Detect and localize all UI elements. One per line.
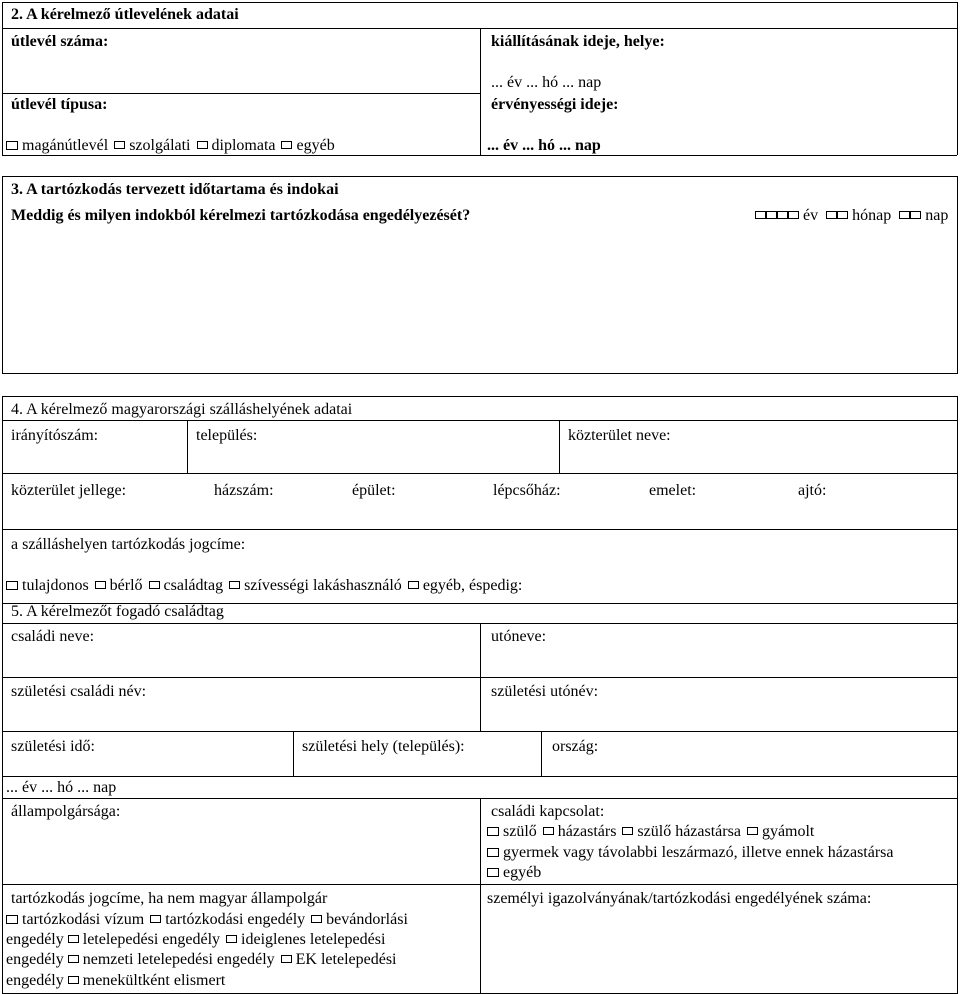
duration-fields [755, 207, 948, 225]
validity-date-placeholder: ... év ... hó ... nap [487, 137, 601, 154]
checkbox[interactable] [543, 827, 554, 835]
residence-options-line2 [6, 931, 385, 949]
rule [2, 93, 480, 94]
checkbox[interactable] [747, 827, 758, 835]
option-label: házastárs [557, 823, 617, 840]
option-label: gyermek vagy távolabbi leszármazó, illetve ennek házastársa [503, 844, 894, 861]
checkbox[interactable] [68, 976, 79, 984]
checkbox[interactable] [68, 955, 79, 963]
rule [2, 529, 957, 530]
rule [2, 176, 3, 374]
option-label: tulajdonos [22, 577, 89, 594]
option-label: tartózkodási engedély [165, 911, 306, 928]
checkbox[interactable] [226, 935, 237, 943]
option-label-continued: engedély [6, 951, 68, 968]
rule [957, 396, 958, 603]
digit-box[interactable] [766, 211, 777, 219]
residence-options-line4 [6, 972, 225, 990]
birth-date-label: születési idő: [11, 738, 95, 755]
option-label-continued: engedély [6, 931, 68, 948]
checkbox[interactable] [487, 868, 499, 877]
rule [480, 798, 481, 994]
rule [2, 677, 957, 678]
option-label: egyéb [296, 137, 335, 154]
door-label: ajtó: [798, 482, 827, 499]
id-number-label: személyi igazolványának/tartózkodási engedélyének száma: [487, 890, 872, 907]
section-4-title: 4. A kérelmező magyarországi szálláshelyének adatai [11, 401, 353, 418]
building-label: épület: [352, 482, 396, 499]
rule [2, 396, 957, 397]
validity-label: érvényességi ideje: [491, 96, 619, 113]
rule [2, 473, 957, 474]
house-number-label: házszám: [214, 482, 274, 499]
residence-title-label: tartózkodás jogcíme, ha nem magyar állampolgár [11, 890, 328, 907]
accommodation-title-options [6, 577, 522, 595]
checkbox[interactable] [6, 581, 18, 590]
zip-label: irányítószám: [11, 427, 99, 444]
digit-box[interactable] [777, 211, 788, 219]
country-label: ország: [552, 738, 599, 755]
option-label: bérlő [109, 577, 143, 594]
rule [2, 2, 3, 155]
rule [2, 396, 3, 603]
checkbox[interactable] [311, 915, 322, 923]
checkbox[interactable] [487, 848, 499, 857]
birth-date-placeholder: ... év ... hó ... nap [6, 779, 117, 796]
rule [2, 776, 957, 777]
digit-box[interactable] [899, 211, 910, 219]
relation-options-line1 [487, 823, 814, 841]
duration-question: Meddig és milyen indokból kérelmezi tartózkodása engedélyezését? [11, 207, 471, 224]
rule [2, 731, 957, 732]
option-label: egyéb [503, 864, 542, 881]
birth-family-name-label: születési családi név: [11, 683, 147, 700]
option-label: bevándorlási [326, 911, 408, 928]
birth-place-label: születési hely (település): [302, 738, 465, 755]
city-label: település: [196, 427, 258, 444]
checkbox[interactable] [487, 827, 499, 836]
option-label: szülő házastársa [637, 823, 741, 840]
digit-box[interactable] [837, 211, 848, 219]
checkbox[interactable] [95, 581, 106, 589]
section-2-title: 2. A kérelmező útlevelének adatai [11, 6, 239, 23]
option-label: EK letelepedési [295, 951, 397, 968]
option-label: szülő [503, 823, 537, 840]
floor-label: emelet: [649, 482, 697, 499]
rule [957, 2, 958, 155]
rule [2, 176, 957, 177]
issue-date-placeholder: ... év ... hó ... nap [491, 74, 602, 91]
month-label: hónap [852, 207, 892, 224]
option-label: nemzeti letelepedési engedély [82, 951, 275, 968]
rule [2, 884, 957, 885]
rule [2, 2, 957, 3]
option-label: szívességi lakáshasználó [244, 577, 402, 594]
rule [187, 420, 188, 473]
passport-type-options [6, 137, 335, 155]
issue-label: kiállításának ideje, helye: [491, 33, 665, 50]
section-5-title: 5. A kérelmezőt fogadó családtag [11, 603, 224, 620]
passport-type-label: útlevél típusa: [11, 96, 108, 113]
relation-label: családi kapcsolat: [491, 803, 605, 820]
residence-options-line3 [6, 951, 397, 969]
option-label: családtag [163, 577, 224, 594]
option-label: magánútlevél [22, 137, 109, 154]
section-3-title: 3. A tartózkodás tervezett időtartama és indokai [11, 181, 339, 198]
option-label: ideiglenes letelepedési [241, 931, 386, 948]
rule [2, 155, 957, 156]
given-name-label: utóneve: [491, 628, 547, 645]
accommodation-title-label: a szálláshelyen tartózkodás jogcíme: [11, 536, 246, 553]
checkbox[interactable] [281, 141, 292, 149]
checkbox[interactable] [229, 581, 240, 589]
checkbox[interactable] [114, 141, 125, 149]
rule [2, 373, 957, 374]
digit-box[interactable] [910, 211, 921, 219]
option-label: egyéb, éspedig: [422, 577, 523, 594]
day-label: nap [925, 207, 949, 224]
checkbox[interactable] [68, 935, 79, 943]
option-label: gyámolt [761, 823, 815, 840]
checkbox[interactable] [622, 827, 633, 835]
option-label: szolgálati [129, 137, 191, 154]
family-name-label: családi neve: [11, 628, 95, 645]
option-label: tartózkodási vízum [22, 911, 145, 928]
street-type-label: közterület jellege: [11, 482, 127, 499]
checkbox[interactable] [408, 581, 419, 589]
option-label: letelepedési engedély [82, 931, 221, 948]
digit-box[interactable] [755, 211, 766, 219]
year-label: év [803, 207, 819, 224]
option-label: diplomata [211, 137, 276, 154]
checkbox[interactable] [6, 141, 18, 150]
birth-given-name-label: születési utónév: [491, 683, 599, 700]
option-label-continued: engedély [6, 972, 68, 989]
rule [957, 603, 958, 994]
rule [2, 420, 957, 421]
checkbox[interactable] [281, 955, 292, 963]
rule [559, 420, 560, 473]
digit-box[interactable] [826, 211, 837, 219]
rule [480, 28, 481, 155]
rule [541, 731, 542, 776]
checkbox[interactable] [150, 915, 161, 923]
rule [957, 176, 958, 374]
option-label: menekültként elismert [82, 972, 226, 989]
checkbox[interactable] [6, 915, 18, 924]
rule [293, 731, 294, 776]
residence-options-line1 [6, 911, 408, 929]
street-name-label: közterület neve: [568, 427, 671, 444]
digit-box[interactable] [788, 211, 799, 219]
passport-number-label: útlevél száma: [11, 33, 109, 50]
checkbox[interactable] [149, 581, 160, 589]
checkbox[interactable] [197, 141, 208, 149]
citizenship-label: állampolgársága: [11, 803, 121, 820]
relation-options-line3 [487, 864, 541, 882]
relation-options-line2 [487, 844, 894, 862]
stairway-label: lépcsőház: [493, 482, 561, 499]
